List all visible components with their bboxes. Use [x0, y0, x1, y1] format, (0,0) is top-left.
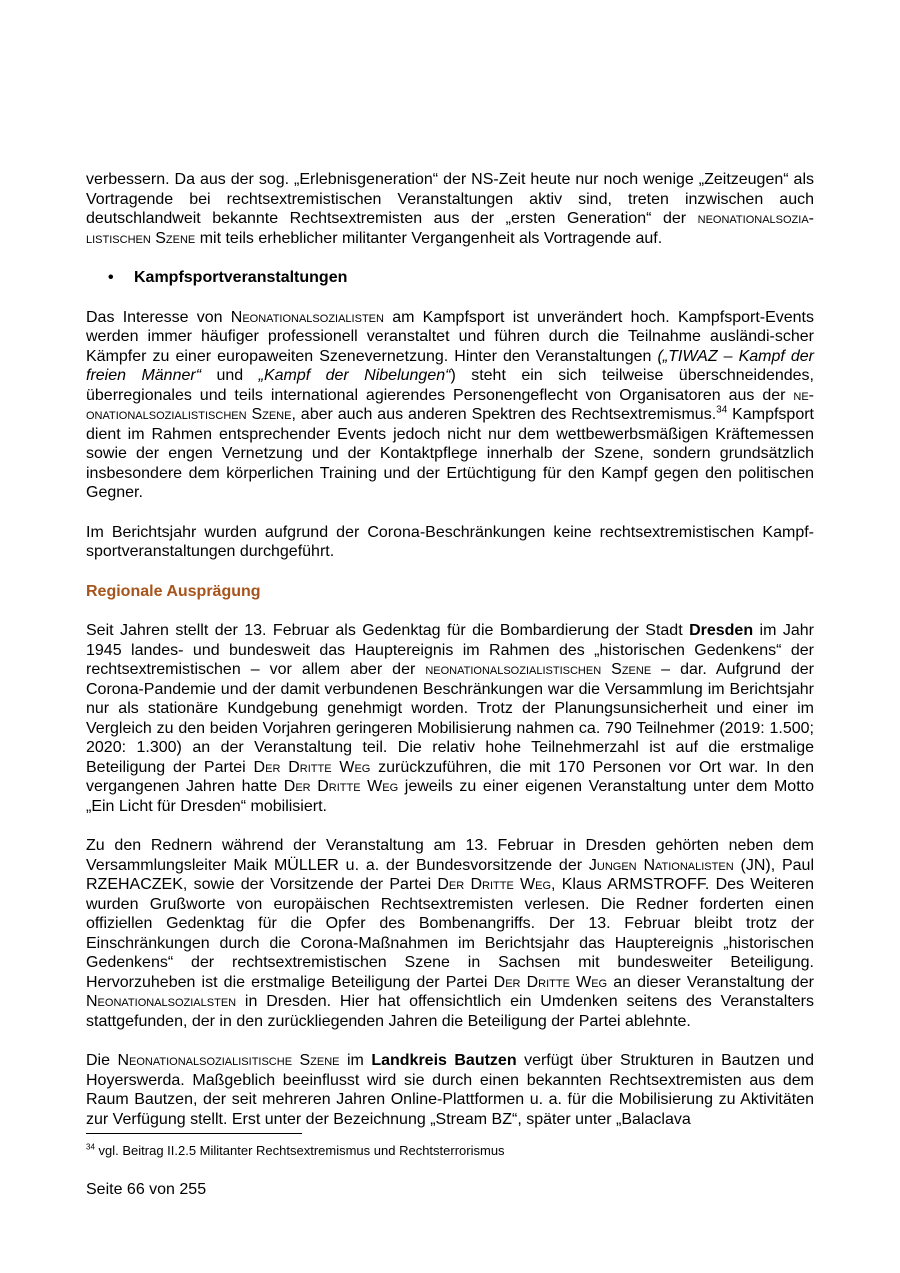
bullet-kampfsport: [108, 268, 814, 288]
smallcaps-run: Neonationalsozialisten: [230, 308, 384, 326]
text-run: – dar. Aufgrund der Corona-Pandemie und der damit verbundenen Beschränkungen war die Versammlung im Berichtsjahr nur als stationäre Kundgebung genehmigt worden. Trotz der Planungsunsicherheit und einer im Vergleich zu den beiden Vorjahren geringeren Mobilisierung nahmen ca. 790 Teilnehmer (2019: 1.500; 2020: 1.300) an der Veranstaltung teil. Die relativ hohe Teilnehmerzahl ist auf die erstmalige Beteiligung der Partei: [86, 661, 814, 776]
footnote-divider: [86, 1133, 302, 1134]
bold-run: Dresden: [689, 622, 754, 639]
text-run: und: [201, 367, 259, 384]
smallcaps-run: ne-onationalsozialistischen Szene: [86, 386, 814, 423]
text-run: Das Interesse von: [86, 308, 231, 326]
text-run: am Kampfsport ist unverändert hoch. Kampfsport-Events werden immer häufiger professionell veranstaltet und führen durch die Teilnahme ausländi-scher Kämpfer zu einer europaweiten Szenevernetzung. Hinter den Veranstaltungen: [86, 308, 815, 365]
text-run: Zu den Rednern während der Veranstaltung am 13. Februar in Dresden gehörten neben dem Versammlungsleiter Maik MÜLLER u. a. der Bundesvorsitzende der: [86, 837, 814, 874]
text-run: in Dresden. Hier hat offensichtlich ein Umdenken seitens des Veranstalters stattgefunden, der in den zurückliegenden Jahren die Beteiligung der Partei ablehnte.: [86, 993, 814, 1030]
text-run: im Jahr 1945 landes- und bundesweit das Hauptereignis im Rahmen des „historischen Gedenkens“ der rechtsextremistischen – vor allem aber der: [86, 622, 814, 678]
paragraph-bautzen: [86, 1051, 814, 1129]
text-run: , aber auch aus anderen Spektren des Rechtsextremismus.: [291, 406, 717, 423]
italic-run: „Kampf der Nibelungen“: [258, 367, 451, 384]
italic-run: („TIWAZ – Kampf der freien Männer“: [86, 347, 815, 384]
smallcaps-run: Der Dritte Weg: [437, 876, 552, 893]
smallcaps-run: Neonationalsozialisitische Szene: [117, 1052, 340, 1069]
text-run: , Klaus ARMSTROFF. Des Weiteren wurden Grußworte von europäischen Rechtsextremisten verlesen. Die Redner forderten einen offiziellen Gedenktag für die Opfer des Bombenangriffs. Der 13. Februar bleibt trotz der Einschränkungen durch die Corona-Maßnahmen im Berichtsjahr das Hauptereignis „historischen Gedenkens“ der rechtsextremistischen Szene in Sachsen mit bundesweiter Beteiligung. Hervorzuheben ist die erstmalige Beteiligung der Partei: [86, 876, 814, 991]
text-run: ) steht ein sich teilweise überschneidendes, überregionales und teils international agierendes Personengeflecht von Organisatoren aus der: [86, 367, 815, 404]
text-run: verbessern. Da aus der sog. „Erlebnisgeneration“ der NS-Zeit heute nur noch wenige „Zeitzeugen“ als Vortragende bei rechtsextremistischen Veranstaltungen aktiv sind, treten inzwischen auch deutschlandweit bekannte Rechtsextremisten aus der „ersten Generation“ der: [86, 171, 814, 227]
text-run: an dieser Veranstaltung der: [607, 973, 815, 991]
paragraph-redner: [86, 836, 814, 1031]
text-run: mit teils erheblicher militanter Vergangenheit als Vortragende auf.: [195, 229, 663, 247]
footnote-number: 34: [86, 1142, 95, 1152]
smallcaps-run: Neonationalsozialsten: [86, 993, 237, 1010]
page-number: Seite 66 von 255: [86, 1181, 207, 1198]
bold-run: Landkreis Bautzen: [371, 1052, 517, 1069]
text-run: im: [339, 1052, 372, 1069]
paragraph-intro: [86, 170, 814, 248]
footnote-text: vgl. Beitrag II.2.5 Militanter Rechtsextremismus und Rechtsterrorismus: [94, 1143, 505, 1158]
smallcaps-run: Jungen Nationalisten: [588, 856, 734, 874]
text-run: Die: [86, 1052, 118, 1069]
smallcaps-run: Der Dritte Weg: [283, 778, 399, 795]
smallcaps-run: neonationalsozia-listischen Szene: [86, 210, 814, 247]
paragraph-dresden: [86, 621, 814, 816]
footnote: [86, 1143, 505, 1159]
paragraph-corona: Im Berichtsjahr wurden aufgrund der Corona-Beschränkungen keine rechtsextremistischen Kampf-sportveranstaltungen durchgeführt.: [86, 523, 814, 560]
footnote-ref: 34: [716, 404, 728, 416]
text-run: (JN), Paul RZEHACZEK, sowie der Vorsitzende der Partei: [86, 856, 815, 893]
text-run: jeweils zu einer eigenen Veranstaltung unter dem Motto „Ein Licht für Dresden“ mobilisiert.: [86, 778, 814, 815]
bullet-marker: •: [108, 269, 114, 286]
text-run: zurückzuführen, die mit 170 Personen vor Ort war. In den vergangenen Jahren hatte: [86, 758, 815, 795]
smallcaps-run: Der Dritte Weg: [253, 758, 371, 776]
text-run: verfügt über Strukturen in Bautzen und Hoyerswerda. Maßgeblich beeinflusst wird sie durch einen bekannten Rechtsextremisten aus dem Raum Bautzen, der seit mehreren Jahren Online-Plattformen u. a. für die Mobilisierung zu Aktivitäten zur Verfügung stellt. Erst unter der Bezeichnung „Stream BZ“, später unter „Balaclava: [86, 1052, 815, 1128]
text-run: Kampfsport dient im Rahmen entsprechender Events jedoch nicht nur dem wettbewerbsmäßigen Kräftemessen sowie der engen Vernetzung und der Kontaktpflege innerhalb der Szene, sondern grundsätzlich insbesondere dem körperlichen Training und der Ertüchtigung für den Kampf gegen den politischen Gegner.: [86, 406, 814, 501]
section-heading: Regionale Ausprägung: [86, 582, 261, 600]
smallcaps-run: neonationalsozialistischen Szene: [425, 661, 652, 678]
text-run: Seit Jahren stellt der 13. Februar als Gedenktag für die Bombardierung der Stadt: [86, 622, 690, 639]
document-body: [86, 170, 814, 1129]
bullet-label: Kampfsportveranstaltungen: [134, 269, 348, 286]
smallcaps-run: Der Dritte Weg: [493, 973, 608, 991]
paragraph-kampfsport: [86, 308, 814, 503]
